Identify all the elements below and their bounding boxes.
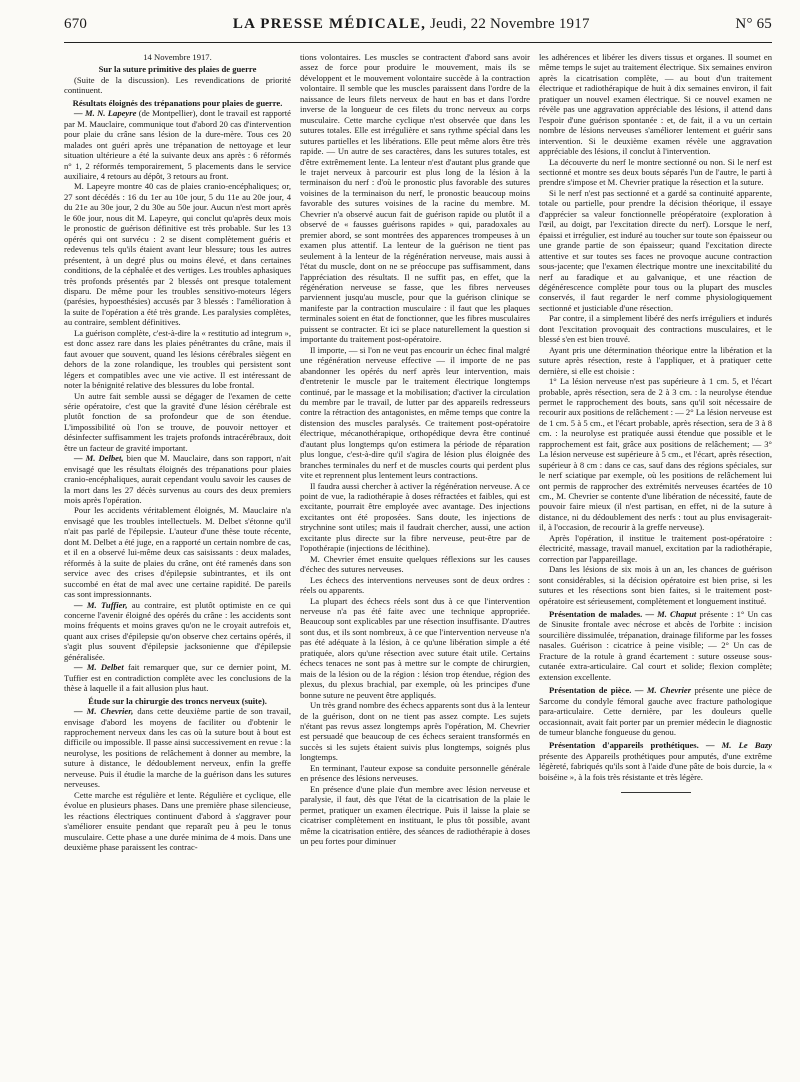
- journal-title: LA PRESSE MÉDICALE,: [232, 16, 427, 32]
- issue-date: Jeudi, 22 Novembre 1917: [430, 16, 590, 32]
- column-1: [64, 52, 291, 1074]
- paragraph: — M. Chevrier, dans cette deuxième partie de son travail, envisage d'abord les moyens de faciliter ou d'obtenir le rapprochement nerveux dans les cas où la suture bout à bout est difficile ou impossible. Il passe ainsi successivement en revue : la neurolyse, les positions de relâchement à donner au membre, la suture à distance, le dédoublement nerveux, enfin la greffe nerveuse. Puis il étudie la marche de la guérison dans les sutures nerveuses.: [64, 706, 291, 790]
- paragraph: Un très grand nombre des échecs apparents sont dus à la lenteur de la guérison, dont on ne tient pas assez compte. Les sujets n'étant pas revus assez longtemps après l'opération, M. Chevrier est persuadé que beaucoup de ces échecs seraient transformés en succès si les sujets étaient suivis plus longtemps, soignés plus longtemps.: [300, 700, 530, 763]
- session-date: 14 Novembre 1917.: [143, 52, 212, 62]
- paragraph: — M. Delbet fait remarquer que, sur ce dernier point, M. Tuffier est en contradiction complète avec les conclusions de la thèse à laquelle il a fait allusion plus haut.: [64, 662, 291, 694]
- paragraph: En terminant, l'auteur expose sa conduite personnelle générale en présence des lésions nerveuses.: [300, 762, 530, 784]
- paragraph: Si le nerf n'est pas sectionné et a gardé sa continuité apparente, totale ou partielle, pour prendre la décision théorique, il essaye d'apprécier sa valeur fonctionnelle préopératoire (exploration à l'œil, au doigt, par l'excitation directe du nerf). Lorsque le nerf, épaissi et irrégulier, est induré au toucher sur toute son épaisseur ou une grande partie de son épaisseur; quand l'excitation directe attentive et sur toutes ses faces ne provoque aucune contraction sous-jacente; que l'examen électrique montre une inexcitabilité du nerf au faradique et au galvanique, et une réaction de dégénérescence complète pour tous ou la plupart des muscles conservés, il faut regarder le nerf comme physiologiquement sectionné et justiciable d'une résection.: [539, 187, 772, 313]
- paragraph: Après l'opération, il institue le traitement post-opératoire : électricité, massage, travail manuel, excitation par la radiothérapie, correction par l'appareillage.: [539, 532, 772, 564]
- paragraph: 1° La lésion nerveuse n'est pas supérieure à 1 cm. 5, et l'écart probable, après résection, sera de 2 à 3 cm. : la neurolyse étendue permet le rapprochement des bouts, sans qu'il soit nécessaire de recourir aux positions de relâchement : — 2° La lésion nerveuse est de 1 cm. 5 à 5 cm., et l'écart probable, après résection, sera de 3 à 8 cm. : la neurolyse est pratiquée aussi étendue que possible et le rapprochement est fait, grâce aux positions de relâchement; — 3° La lésion nerveuse est supérieure à 5 cm., et l'écart, après résection, supérieur à 8 cm : dans ce cas, sauf dans des régions spéciales, sur le nerf sciatique par exemple, où les positions de relâchement lui ont permis de rapprocher des extrémités nerveuses écartées de 10 cm., M. Chevrier se contente d'une libération de nécessité, faute de pouvoir faire mieux (il n'est partisan, en effet, ni de la suture à distance, ni du dédoublement des nerfs : tout au plus envisagerait-il, à l'occasion, de recourir à la greffe nerveuse).: [539, 376, 772, 533]
- speaker-name: — M. Delbet,: [74, 453, 124, 464]
- speaker-name: — M. Le Bazy: [705, 740, 772, 751]
- paragraph: La plupart des échecs réels sont dus à ce que l'intervention nerveuse n'a pas été faite avec une technique appropriée. Beaucoup sont explicables par une résection insuffisante. D'autres sont dus, et ils sont nombreux, à ce que l'intervention nerveuse n'a pas été adéquate à la lésion, à ce qu'une libération simple a été pratiquée, alors qu'une résection avec suture était utile. Certains échecs tenaces ne sont pas à mettre sur le compte de chirurgien, mais de la lésion ou de la région : lésion trop étendue, région des plexus, du plexus brachial, par exemple, où les principes d'une bonne suture ne peuvent être appliqués.: [300, 595, 530, 700]
- page-number: 670: [64, 16, 88, 32]
- paragraph: Présentation d'appareils prothétiques. — M. Le Bazy présente des Appareils prothétiques pour amputés, d'une extrême légèreté, fabriqués qu'ils sont à l'aide d'une pâte de bois durcie, la « boiséine », à la fois très résistante et très légère.: [539, 740, 772, 782]
- section-title: Résultats éloignés des trépanations pour plaies de guerre.: [72, 97, 283, 108]
- paragraph: Pour les accidents véritablement éloignés, M. Mauclaire n'a envisagé que les troubles intellectuels. M. Delbet s'étonne qu'il n'ait pas parlé de l'épilepsie. L'auteur d'une thèse toute récente, dont M. Delbet a été juge, en a rapporté un certain nombre de cas, et il en a observé lui-même deux cas saisissants : deux malades, réformés à la suite de plaies du crâne, ont été ramenés dans son service avec des crises d'épilepsie subintrantes, et ils ont succombé en état de mal avec une certaine rapidité. De pareils cas sont impressionnants.: [64, 505, 291, 600]
- paragraph: M. Lapeyre montre 40 cas de plaies cranio-encéphaliques; or, 27 sont décédés : 16 du 1er au 10e jour, 5 du 11e au 20e jour, 4 du 21e au 30e jour, 2 du 30e au 50e jour. Aucun n'est mort après le 60e jour, nous dit M. Lapeyre, qui conclut qu'après deux mois le pronostic de guérison définitive est très probable. Sur les 13 opérés qui ont survécu : 2 se disent complètement guéris et redevenus tels qu'ils étaient avant leur blessure; tous les autres présentent, à un degré plus ou moins élevé, et dans certaines conditions, de la céphalée et des vertiges. Les troubles aphasiques très profonds présentés par 2 blessés ont presque totalement disparu. De même pour les troubles sensitivo-moteurs légers (parésies, hypoesthésies) accusés par 3 blessés : l'amélioration à la suite de l'opération a été très grande. Les paralysies complètes, au contraire, semblent définitives.: [64, 181, 291, 328]
- paragraph: — M. Delbet, bien que M. Mauclaire, dans son rapport, n'ait envisagé que les résultats éloignés des trépanations pour plaies cranio-encéphaliques, aurait cependant voulu savoir les causes de la mort dans les 27 décès survenus au cours des deux premiers mois après l'opération.: [64, 453, 291, 506]
- speaker-name: — M. Tuffier,: [74, 599, 128, 610]
- speaker-name: — M. Delbet: [74, 662, 124, 673]
- issue-number: N° 65: [735, 16, 772, 32]
- paragraph: (Suite de la discussion). Les revendications de priorité continuent.: [64, 74, 291, 96]
- paragraph: En présence d'une plaie d'un membre avec lésion nerveuse et paralysie, il faut, dès que l'état de la cicatrisation de la plaie le permet, pratiquer un examen électrique. Puis il laisse la plaie se cicatriser complètement en instituant, le plus tôt possible, avant même la cicatrisation entière, des séances de radiothérapie à doses un peu fortes pour diminuer: [300, 783, 530, 846]
- paragraph: — M. N. Lapeyre (de Montpellier), dont le travail est rapporté par M. Mauclaire, communique tout d'abord 20 cas d'intervention pour plaie du crâne sans lésion de la dure-mère. Tous ces 20 malades ont guéri après une trépanation de nettoyage et leur situation ultérieure a été la suivante deux ans après : 6 réformés n° 1, 2 réformés temporairement, 5 placements dans le service auxiliaire, 4 retours au dépôt, 3 retours au front.: [64, 108, 291, 181]
- paragraph: — M. Tuffier, au contraire, est plutôt optimiste en ce qui concerne l'avenir éloigné des opérés du crâne : les accidents sont moins fréquents et moins graves qu'on ne le croyait autrefois et, quant aux crises d'épilepsie qu'on observe chez certains opérés, il s'agit plus souvent d'épilepsie jacksonienne que d'épilepsie généralisée.: [64, 599, 291, 662]
- page-header: [64, 16, 772, 40]
- paragraph: Dans les lésions de six mois à un an, les chances de guérison sont considérables, si la décision opératoire est bien prise, si les sutures et les résections sont bien faites, si le traitement post-opératoire est sérieusement, complètement et longuement institué.: [539, 564, 772, 606]
- column-2: [300, 52, 530, 1074]
- speaker-name: — M. N. Lapeyre: [74, 108, 137, 119]
- speaker-name: — M. Chevrier: [634, 685, 692, 696]
- paragraph: Présentation de malades. — M. Chaput présente : 1° Un cas de Sinusite frontale avec nécrose et abcès de l'orbite : incision sourcilière dissimulée, trépanation, drainage filiforme par les fosses nasales. Guérison : cicatrice à peine visible; — 2° Un cas de Fracture de la rotule à grand écartement : suture osseuse sous-cutanée extra-articulaire. Cal court et solide; flexion complète; extension excellente.: [539, 609, 772, 682]
- paragraph: M. Chevrier émet ensuite quelques réflexions sur les causes d'échec des sutures nerveuses.: [300, 553, 530, 575]
- paragraph: Par contre, il a simplement libéré des nerfs irréguliers et indurés dont l'excitation provoquait des contractions musculaires, et le blessé s'en est bien trouvé.: [539, 313, 772, 345]
- paragraph: Il faudra aussi chercher à activer la régénération nerveuse. A ce point de vue, la radiothérapie à doses réfractées et faibles, qui est excitante, pourrait être employée avec avantage. Des injections excitantes ont été proposées. Sans doute, les injections de strychnine sont utiles; mais il faudrait chercher, aussi, une action excitante plus directe sur la fibre nerveuse, peut-être par de l'opothérapie (injections de lécithine).: [300, 480, 530, 554]
- paragraph: tions volontaires. Les muscles se contractent d'abord sans avoir assez de force pour produire le mouvement, mais ils se développent et le mouvement volontaire succède à la contraction volontaire. Il semble que les muscles paraissent dans l'ordre de la naissance de leurs filets nerveux de haut en bas et dans l'ordre inverse de la longueur de ces filets du tronc nerveux au corps musculaire. Cette marche cyclique n'est observée que dans les sutures totales. Elle est irrégulière et sans rythme spécial dans les sutures partielles et les libérations. Elle peut même alors être très rapide. — Un autre de ses caractères, dans les sutures totales, est d'être extrêmement lente. La lenteur n'est d'autant plus grande que le trajet nerveux à parcourir est plus long de la lésion à la terminaison du nerf : d'où le pronostic plus favorable des sutures voisines de la terminaison du nerf, le pronostic beaucoup moins favorable des sutures voisines de la racine du membre. M. Chevrier n'a observé aucun fait de guérison rapide ou plutôt il a observé de « fausses guérisons rapides » qui, paradoxales au premier abord, se sont montrées des apparences trompeuses à un examen plus attentif. La lenteur de la guérison ne tient pas seulement à la lenteur de la régénération nerveuse, mais aussi à l'état du muscle, dont on ne se préoccupe pas suffisamment, dans l'appréciation des résultats. Il ne suffit pas, en effet, que la régénération nerveuse se fasse, que les fibres nerveuses parviennent jusqu'au muscle, pour que la guérison clinique se manifeste par la contraction musculaire : il faut que les plaques terminales soient en état de fonctionner, que les fibres musculaires puissent se contracter. Et ici se place naturellement la question si importante du traitement post-opératoire.: [300, 52, 530, 345]
- speaker-name: — M. Chaput: [645, 609, 697, 620]
- paragraph: Les échecs des interventions nerveuses sont de deux ordres : réels ou apparents.: [300, 574, 530, 596]
- paragraph: Un autre fait semble aussi se dégager de l'examen de cette série opératoire, c'est que la gravité d'une lésion cérébrale est plutôt fonction de sa profondeur que de son étendue. L'impossibilité où l'on se trouve, de pouvoir nettoyer et désinfecter suffisamment les trajets profonds intracérébraux, doit être un facteur de gravité important.: [64, 390, 291, 453]
- paragraph: Il importe, — si l'on ne veut pas encourir un échec final malgré une régénération nerveuse effective — il importe de ne pas abandonner les opérés du nerf après leur intervention, mais d'entretenir le muscle par le traitement électrique longtemps continué, par le massage et la mobilisation; d'activer la circulation du membre par le travail, de lutter par des appareils redresseurs contre la rétraction des antagonistes, en même temps que contre la distension des muscles paralysés. Ce traitement post-opératoire électrique, mécanothérapique, orthopédique devra être continué d'autant plus longtemps qu'on estimera la période de réparation plus longue, c'est-à-dire qu'il s'agira de lésion plus éloignée des branches terminales du nerf et de muscles courts qui perdent plus vite et reprennent plus lentement leurs contractions.: [300, 344, 530, 481]
- paragraph: Présentation de pièce. — M. Chevrier présente une pièce de Sarcome du condyle fémoral gauche avec fracture pathologique para-articulaire. Cette dernière, par les douleurs quelle occasionnait, avait fait porter par un premier médecin le diagnostic de tumeur blanche fongueuse du genou.: [539, 685, 772, 737]
- section-title: Sur la suture primitive des plaies de guerre: [98, 64, 257, 75]
- section-title: Étude sur la chirurgie des troncs nerveux (suite).: [88, 695, 267, 706]
- section-title: Présentation de malades.: [549, 609, 643, 620]
- section-title: Présentation d'appareils prothétiques.: [549, 740, 699, 751]
- speaker-name: — M. Chevrier,: [74, 706, 134, 717]
- column-3: [539, 52, 772, 1074]
- paragraph: La guérison complète, c'est-à-dire la « restitutio ad integrum », est donc assez rare dans les plaies pénétrantes du crâne, mais il faut avouer que souvent, quand les lésions cérébrales siègent en dehors de la zone rolandique, les troubles qui persistent sont légers et compatibles avec une vie active. Il est intéressant de noter la bénignité relative des blessures du lobe frontal.: [64, 327, 291, 391]
- paragraph: Cette marche est régulière et lente. Régulière et cyclique, elle évolue en plusieurs phases. Dans une première phase silencieuse, les réactions électriques continuent d'abord à s'aggraver pour s'améliorer ensuite pendant que reparaît peu à peu le tonus musculaire. Cette phase a une durée minima de 4 mois. Dans une deuxième phase paraissent les contrac-: [64, 789, 291, 852]
- section-title: Présentation de pièce.: [549, 685, 632, 696]
- paragraph: Ayant pris une détermination théorique entre la libération et la suture après résection, reste à l'appliquer, et à pratiquer cette dernière, si elle est choisie :: [539, 344, 772, 376]
- journal-header: [233, 16, 590, 33]
- paragraph: les adhérences et libérer les divers tissus et organes. Il soumet en même temps le sujet au traitement électrique. Six semaines environ après la cicatrisation complète, — au bout d'un traitement électrique et radiothérapique de huit à dix semaines environ, il fait pratiquer un nouvel examen électrique. Si ce nouvel examen ne révèle pas une aggravation appréciable des lésions, il attend dans l'espoir d'une guérison spontanée : et, de fait, il a vu un certain nombre de lésions nerveuses s'améliorer lentement et guérir sans intervention. Si le deuxième examen révèle une aggravation appréciable des lésions, il conclut à l'intervention.: [539, 52, 772, 157]
- header-rule: [64, 42, 772, 43]
- paragraph: La découverte du nerf le montre sectionné ou non. Si le nerf est sectionné et montre ses deux bouts séparés l'un de l'autre, le parti à prendre s'impose et M. Chevrier pratique la résection et la suture.: [539, 156, 772, 188]
- section-divider: [621, 792, 691, 793]
